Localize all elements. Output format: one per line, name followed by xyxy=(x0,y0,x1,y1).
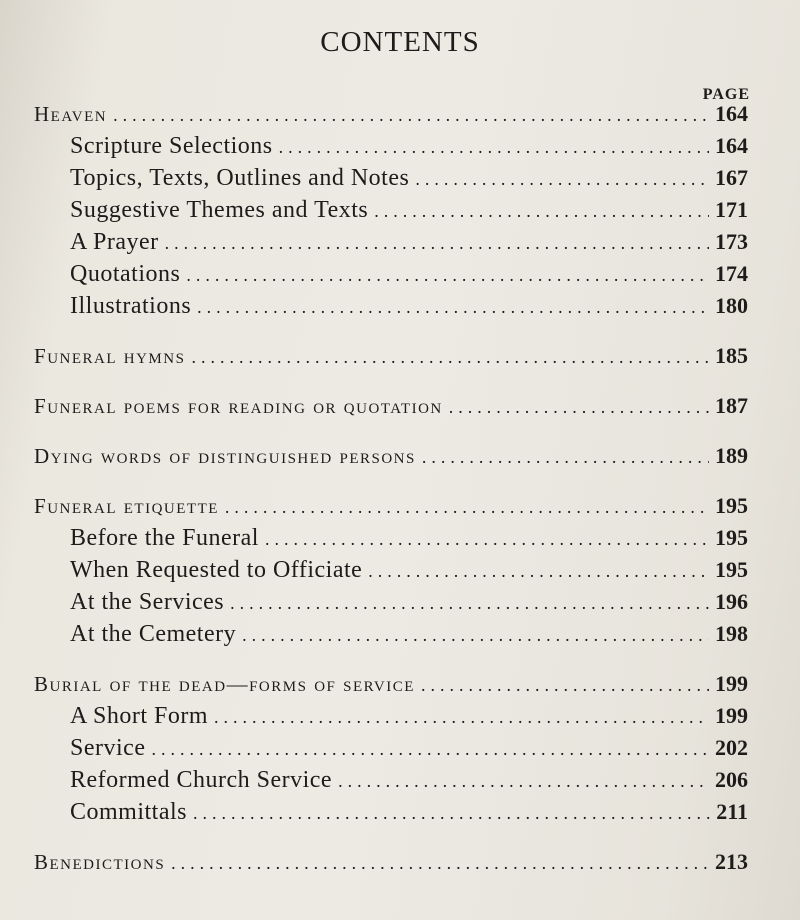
toc-entry-label: Service xyxy=(70,735,146,761)
toc-entry xyxy=(34,226,748,258)
page-title: CONTENTS xyxy=(320,26,480,58)
toc-heading-label: Funeral hymns xyxy=(34,344,186,368)
toc-entry xyxy=(34,130,748,162)
toc-page-number: 196 xyxy=(715,589,748,614)
dot-leader xyxy=(225,491,709,523)
toc-heading-funeral-etiquette xyxy=(34,490,748,522)
dot-leader xyxy=(151,733,709,765)
toc-entry-label: Scripture Selections xyxy=(70,133,273,159)
dot-leader xyxy=(449,391,709,423)
toc-page-number: 164 xyxy=(715,101,748,126)
toc-page-number: 213 xyxy=(715,849,748,874)
toc-page-number: 171 xyxy=(715,197,748,222)
toc-entry xyxy=(34,796,748,828)
toc-entry-label: A Short Form xyxy=(70,703,209,729)
toc-entry xyxy=(34,162,748,194)
toc-entry-label: Topics, Texts, Outlines and Notes xyxy=(70,165,410,191)
dot-leader xyxy=(191,341,709,373)
toc-page-number: 195 xyxy=(715,525,748,550)
toc-entry xyxy=(34,554,748,586)
toc-heading-funeral-hymns xyxy=(34,340,748,372)
toc-entry xyxy=(34,732,748,764)
dot-leader xyxy=(242,619,709,651)
section-gap xyxy=(34,372,748,390)
dot-leader xyxy=(338,765,709,797)
section-gap xyxy=(34,322,748,340)
dot-leader xyxy=(186,259,709,291)
toc-heading-benedictions xyxy=(34,846,748,878)
dot-leader xyxy=(230,587,709,619)
toc-heading-label: Funeral poems for reading or quotation xyxy=(34,394,443,418)
toc-entry-label: Illustrations xyxy=(70,293,192,319)
toc-page-number: 167 xyxy=(715,165,748,190)
dot-leader xyxy=(171,847,709,879)
toc-entry xyxy=(34,764,748,796)
toc-entry-label: At the Cemetery xyxy=(70,621,237,647)
toc-entry-label: Committals xyxy=(70,799,188,825)
toc-entry-label: When Requested to Officiate xyxy=(70,557,363,583)
toc-page-number: 180 xyxy=(715,293,748,318)
dot-leader xyxy=(214,701,709,733)
toc-heading-funeral-poems xyxy=(34,390,748,422)
section-gap xyxy=(34,472,748,490)
dot-leader xyxy=(415,163,709,195)
dot-leader xyxy=(368,555,709,587)
toc-page-number: 185 xyxy=(715,343,748,368)
toc-heading-label: Burial of the dead—forms of service xyxy=(34,672,415,696)
toc-page-number: 174 xyxy=(715,261,748,286)
toc-entry xyxy=(34,258,748,290)
toc-page-number: 195 xyxy=(715,493,748,518)
toc-heading-label: Dying words of distinguished persons xyxy=(34,444,416,468)
toc-page-number: 206 xyxy=(715,767,748,792)
dot-leader xyxy=(193,797,710,829)
dot-leader xyxy=(265,523,709,555)
dot-leader xyxy=(197,291,709,323)
dot-leader xyxy=(113,99,709,131)
toc-page-number: 195 xyxy=(715,557,748,582)
toc-entry xyxy=(34,618,748,650)
toc-heading-label: Funeral etiquette xyxy=(34,494,219,518)
dot-leader xyxy=(422,441,709,473)
table-of-contents xyxy=(34,98,748,878)
toc-entry-label: Reformed Church Service xyxy=(70,767,333,793)
page-column-label: PAGE xyxy=(702,86,750,103)
dot-leader xyxy=(374,195,709,227)
dot-leader xyxy=(421,669,709,701)
toc-entry xyxy=(34,586,748,618)
toc-entry-label: Quotations xyxy=(70,261,181,287)
toc-heading-heaven xyxy=(34,98,748,130)
section-gap xyxy=(34,828,748,846)
toc-page-number: 202 xyxy=(715,735,748,760)
toc-entry-label: A Prayer xyxy=(70,229,159,255)
section-gap xyxy=(34,650,748,668)
dot-leader xyxy=(165,227,709,259)
toc-entry xyxy=(34,290,748,322)
toc-heading-dying-words xyxy=(34,440,748,472)
section-gap xyxy=(34,422,748,440)
toc-entry-label: Before the Funeral xyxy=(70,525,259,551)
toc-page-number: 198 xyxy=(715,621,748,646)
toc-page-number: 164 xyxy=(715,133,748,158)
toc-page-number: 199 xyxy=(715,703,748,728)
toc-entry xyxy=(34,194,748,226)
toc-page-number: 199 xyxy=(715,671,748,696)
toc-page-number: 211 xyxy=(716,799,748,824)
toc-heading-label: Benedictions xyxy=(34,850,166,874)
toc-heading-burial-of-the-dead xyxy=(34,668,748,700)
toc-heading-label: Heaven xyxy=(34,102,108,126)
toc-entry xyxy=(34,522,748,554)
dot-leader xyxy=(279,131,709,163)
toc-page-number: 189 xyxy=(715,443,748,468)
toc-entry xyxy=(34,700,748,732)
toc-page-number: 173 xyxy=(715,229,748,254)
toc-entry-label: At the Services xyxy=(70,589,225,615)
toc-page-number: 187 xyxy=(715,393,748,418)
toc-entry-label: Suggestive Themes and Texts xyxy=(70,197,369,223)
